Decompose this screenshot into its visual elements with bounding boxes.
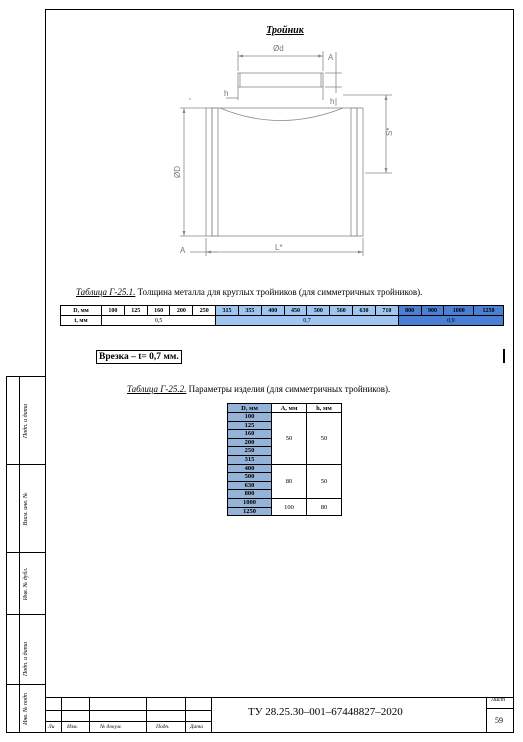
table-cell: 100 bbox=[228, 413, 272, 422]
table-cell: t, мм bbox=[61, 316, 102, 326]
table-cell: 400 bbox=[261, 306, 284, 316]
table-cell: 250 bbox=[193, 306, 216, 316]
table-cell: 0,9 bbox=[398, 316, 503, 326]
document-code: ТУ 28.25.30–001–67448827–2020 bbox=[248, 706, 403, 718]
stamp-col-label: Изм. bbox=[67, 724, 78, 730]
table-cell: 500 bbox=[228, 473, 272, 482]
side-strip bbox=[6, 376, 45, 733]
table-cell: 800 bbox=[398, 306, 421, 316]
table-cell: 560 bbox=[330, 306, 353, 316]
table-cell: 630 bbox=[353, 306, 376, 316]
side-label: Подп. и дата bbox=[23, 403, 29, 438]
table-cell: 80 bbox=[272, 464, 307, 498]
table-cell: 1250 bbox=[228, 507, 272, 516]
page-number: 59 bbox=[495, 716, 503, 725]
table-cell: 0,5 bbox=[102, 316, 216, 326]
table-header: h, мм bbox=[307, 404, 342, 413]
table-cell: 355 bbox=[238, 306, 261, 316]
stamp-col-label: Ли bbox=[48, 724, 55, 730]
table-cell: 900 bbox=[421, 306, 444, 316]
stamp-col-label: Дата bbox=[190, 724, 204, 730]
table-cell: 50 bbox=[307, 464, 342, 498]
table-row bbox=[228, 464, 342, 473]
table-cell: 1000 bbox=[444, 306, 474, 316]
product-params-table bbox=[227, 403, 342, 516]
dim-h-right-label: h bbox=[330, 97, 335, 106]
side-label: Инв. № дубл. bbox=[23, 567, 29, 600]
tee-drawing bbox=[160, 38, 410, 260]
table-cell: 1250 bbox=[474, 306, 504, 316]
table2-caption-ref: Таблица Г-25.2. bbox=[127, 384, 187, 394]
table-cell: 450 bbox=[284, 306, 307, 316]
text-cursor-mark bbox=[503, 349, 505, 363]
metal-thickness-table bbox=[60, 305, 504, 326]
side-cell bbox=[6, 552, 45, 614]
table-cell: 800 bbox=[228, 490, 272, 499]
table-row bbox=[61, 316, 504, 326]
table-cell: 1000 bbox=[228, 498, 272, 507]
table-row bbox=[228, 498, 342, 507]
table-cell: 160 bbox=[228, 430, 272, 439]
vrezka-note: Врезка – t= 0,7 мм. bbox=[96, 350, 182, 364]
side-label: Взам. инв. № bbox=[23, 491, 29, 526]
dim-h-left-label: h bbox=[224, 89, 229, 98]
table-cell: 100 bbox=[102, 306, 125, 316]
table-cell: D, мм bbox=[61, 306, 102, 316]
table-cell: 100 bbox=[272, 498, 307, 515]
table2-caption bbox=[127, 384, 390, 394]
dim-a-bottom-label: A bbox=[180, 246, 186, 255]
sheet-label: Лист bbox=[491, 697, 506, 703]
table-cell: 200 bbox=[228, 438, 272, 447]
table-cell: 125 bbox=[124, 306, 147, 316]
table2-caption-text: Параметры изделия (для симметричных тройников). bbox=[186, 384, 391, 394]
stamp-col-label: Подп. bbox=[156, 724, 170, 730]
table-cell: 710 bbox=[375, 306, 398, 316]
table-row bbox=[228, 404, 342, 413]
table-header: A, мм bbox=[272, 404, 307, 413]
table-cell: 125 bbox=[228, 421, 272, 430]
side-cell bbox=[6, 376, 45, 464]
table-header: D, мм bbox=[228, 404, 272, 413]
dim-a-top-label: A bbox=[328, 53, 334, 62]
side-cell bbox=[6, 464, 45, 552]
table-cell: 315 bbox=[228, 455, 272, 464]
page-title: Тройник bbox=[266, 25, 304, 36]
table-row bbox=[228, 413, 342, 422]
table-cell: 200 bbox=[170, 306, 193, 316]
table-cell: 80 bbox=[307, 498, 342, 515]
table-cell: 630 bbox=[228, 481, 272, 490]
dim-s-label: S* bbox=[385, 127, 394, 136]
table1-caption-ref: Таблица Г-25.1. bbox=[76, 287, 136, 297]
table-cell: 250 bbox=[228, 447, 272, 456]
table1-caption bbox=[76, 287, 422, 297]
table-cell: 500 bbox=[307, 306, 330, 316]
table-cell: 0,7 bbox=[216, 316, 399, 326]
dim-l-label: L* bbox=[275, 243, 283, 252]
table-cell: 50 bbox=[307, 413, 342, 465]
side-label: Инв. № подп bbox=[23, 692, 29, 725]
stamp-col-label: № докум. bbox=[100, 724, 122, 730]
table-cell: 50 bbox=[272, 413, 307, 465]
table-cell: 160 bbox=[147, 306, 170, 316]
table-cell: 315 bbox=[216, 306, 239, 316]
side-cell bbox=[6, 684, 45, 733]
table1-caption-text: Толщина металла для круглых тройников (для симметричных тройников). bbox=[135, 287, 423, 297]
dim-D-label: ØD bbox=[173, 166, 182, 178]
side-label: Подп. и дата bbox=[23, 641, 29, 676]
table-row bbox=[61, 306, 504, 316]
dim-d-label: Ød bbox=[273, 44, 284, 53]
table-cell: 400 bbox=[228, 464, 272, 473]
